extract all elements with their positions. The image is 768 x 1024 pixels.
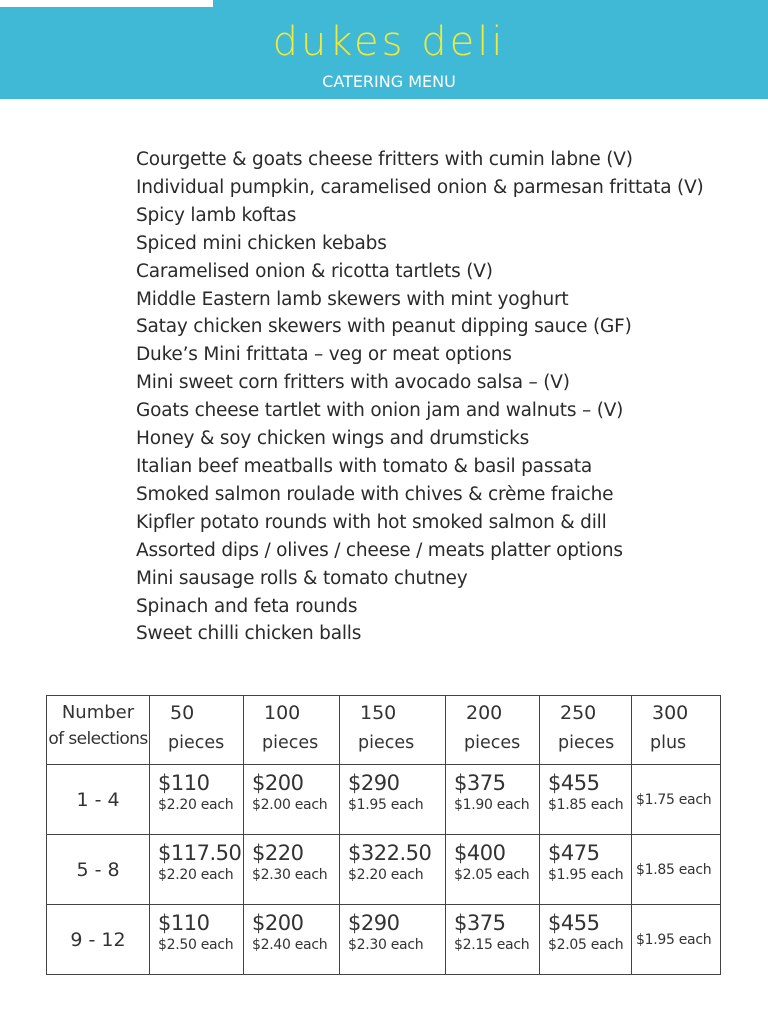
total-price: $290 [348, 771, 400, 795]
total-price: $455 [548, 911, 600, 935]
price-cell [446, 765, 540, 835]
quantity-value: 50 [170, 702, 195, 724]
selections-header-line1: Number [61, 702, 135, 723]
quantity-header [632, 696, 721, 765]
menu-item: Honey & soy chicken wings and drumsticks [136, 428, 530, 450]
total-price: $475 [548, 841, 600, 865]
price-cell [540, 765, 632, 835]
price-cell [340, 765, 446, 835]
menu-item: Duke’s Mini frittata – veg or meat options [136, 344, 512, 366]
quantity-unit: plus [650, 733, 687, 753]
menu-item: Mini sausage rolls & tomato chutney [136, 567, 468, 589]
menu-item: Kipfler potato rounds with hot smoked salmon & dill [136, 511, 607, 533]
brand-logo: dukes deli [272, 19, 506, 65]
menu-item: Satay chicken skewers with peanut dipping sauce (GF) [136, 316, 632, 338]
price-cell [540, 905, 632, 975]
per-piece-price: $2.20 each [158, 867, 234, 883]
quantity-unit: pieces [464, 733, 521, 753]
plus-per-piece-price: $1.85 each [632, 835, 721, 905]
total-price: $220 [252, 841, 304, 865]
quantity-value: 100 [264, 702, 301, 724]
menu-item: Sweet chilli chicken balls [136, 623, 362, 645]
plus-per-piece-price: $1.95 each [632, 905, 721, 975]
menu-item: Spinach and feta rounds [136, 595, 358, 617]
quantity-value: 300 [652, 702, 689, 724]
selections-header-line2: of selections [48, 729, 148, 749]
total-price: $200 [252, 911, 304, 935]
quantity-value: 150 [360, 702, 397, 724]
menu-item: Middle Eastern lamb skewers with mint yoghurt [136, 288, 569, 310]
quantity-value: 200 [466, 702, 503, 724]
per-piece-price: $2.20 each [348, 867, 424, 883]
per-piece-price: $2.40 each [252, 937, 328, 953]
per-piece-price: $2.00 each [252, 797, 328, 813]
per-piece-price: $2.30 each [348, 937, 424, 953]
per-piece-price: $1.95 each [548, 867, 624, 883]
plus-per-piece-price: $1.75 each [632, 765, 721, 835]
price-cell [446, 835, 540, 905]
selections-range: 9 - 12 [47, 905, 150, 975]
per-piece-price: $2.30 each [252, 867, 328, 883]
total-price: $375 [454, 771, 506, 795]
pricing-row [47, 765, 721, 835]
quantity-unit: pieces [262, 733, 319, 753]
quantity-header [340, 696, 446, 765]
quantity-header [540, 696, 632, 765]
quantity-unit: pieces [558, 733, 615, 753]
per-piece-price: $2.05 each [454, 867, 530, 883]
total-price: $117.50 [158, 841, 242, 865]
menu-item: Spiced mini chicken kebabs [136, 232, 387, 254]
price-cell [244, 765, 340, 835]
price-cell [150, 835, 244, 905]
menu-item: Mini sweet corn fritters with avocado salsa – (V) [136, 372, 570, 394]
price-cell [150, 905, 244, 975]
selections-header [47, 696, 150, 765]
menu-item: Caramelised onion & ricotta tartlets (V) [136, 260, 493, 282]
pricing-row [47, 835, 721, 905]
pricing-table [46, 695, 721, 975]
price-cell [244, 835, 340, 905]
menu-item: Courgette & goats cheese fritters with cumin labne (V) [136, 149, 633, 170]
per-piece-price: $1.95 each [348, 797, 424, 813]
per-piece-price: $2.20 each [158, 797, 234, 813]
menu-item: Spicy lamb koftas [136, 204, 297, 226]
menu-item-list [136, 146, 704, 648]
price-cell [244, 905, 340, 975]
total-price: $400 [454, 841, 506, 865]
quantity-value: 250 [560, 702, 597, 724]
menu-item: Smoked salmon roulade with chives & crème fraiche [136, 483, 614, 505]
quantity-header [244, 696, 340, 765]
per-piece-price: $2.05 each [548, 937, 624, 953]
menu-item: Goats cheese tartlet with onion jam and walnuts – (V) [136, 400, 624, 422]
total-price: $455 [548, 771, 600, 795]
price-cell [340, 905, 446, 975]
menu-item: Individual pumpkin, caramelised onion & parmesan frittata (V) [136, 176, 704, 198]
per-piece-price: $1.85 each [548, 797, 624, 813]
total-price: $110 [158, 771, 210, 795]
pricing-row [47, 905, 721, 975]
selections-range: 5 - 8 [47, 835, 150, 905]
total-price: $290 [348, 911, 400, 935]
quantity-unit: pieces [358, 733, 415, 753]
price-cell [446, 905, 540, 975]
per-piece-price: $1.90 each [454, 797, 530, 813]
total-price: $200 [252, 771, 304, 795]
per-piece-price: $2.50 each [158, 937, 234, 953]
quantity-unit: pieces [168, 733, 225, 753]
quantity-header [446, 696, 540, 765]
price-cell [150, 765, 244, 835]
pricing-header-row [47, 696, 721, 765]
menu-item: Italian beef meatballs with tomato & basil passata [136, 455, 593, 477]
menu-subtitle: CATERING MENU [322, 72, 456, 91]
per-piece-price: $2.15 each [454, 937, 530, 953]
quantity-header [150, 696, 244, 765]
menu-item: Assorted dips / olives / cheese / meats platter options [136, 539, 623, 561]
total-price: $322.50 [348, 841, 432, 865]
total-price: $375 [454, 911, 506, 935]
total-price: $110 [158, 911, 210, 935]
price-cell [540, 835, 632, 905]
price-cell [340, 835, 446, 905]
selections-range: 1 - 4 [47, 765, 150, 835]
